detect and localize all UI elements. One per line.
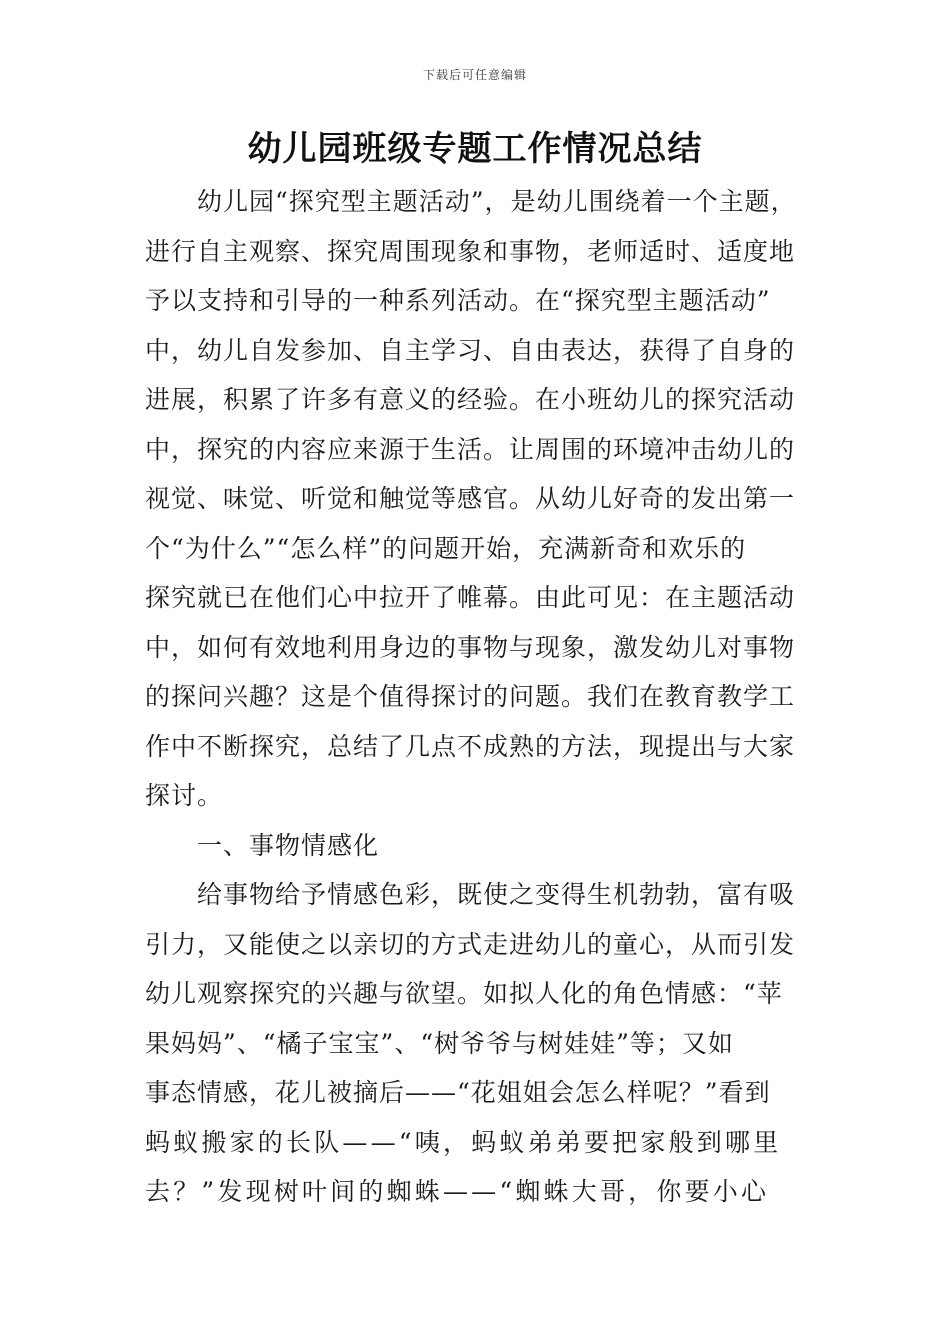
paragraph-line: 进展，积累了许多有意义的经验。在小班幼儿的探究活动	[145, 385, 796, 414]
header-note: 下载后可任意编辑	[422, 68, 527, 82]
paragraph-line: 果妈妈”、“橘子宝宝”、“树爷爷与树娃娃”等；又如	[145, 1028, 734, 1058]
paragraph-line: 蚂蚁搬家的长队——“咦，蚂蚁弟弟要把家般到哪里	[145, 1127, 782, 1157]
paragraph-line: 作中不断探究，总结了几点不成熟的方法，现提出与大家	[145, 731, 796, 761]
paragraph-line: 去？”发现树叶间的蜘蛛——“蜘蛛大哥，你要小心	[145, 1177, 770, 1206]
document-title: 幼儿园班级专题工作情况总结	[247, 129, 703, 169]
paragraph-line: 中，幼儿自发参加、自主学习、自由表达，获得了自身的	[145, 335, 796, 365]
paragraph-line: 中，如何有效地利用身边的事物与现象，激发幼儿对事物	[145, 632, 796, 662]
paragraph-line: 给事物给予情感色彩，既使之变得生机勃勃，富有吸	[197, 880, 796, 909]
section-heading: 一、事物情感化	[197, 830, 380, 860]
paragraph-line: 进行自主观察、探究周围现象和事物，老师适时、适度地	[145, 236, 796, 266]
paragraph-line: 的探问兴趣？这是个值得探讨的问题。我们在教育教学工	[145, 682, 796, 711]
paragraph-line: 幼儿观察探究的兴趣与欲望。如拟人化的角色情感：“苹	[145, 979, 783, 1008]
paragraph-line: 予以支持和引导的一种系列活动。在“探究型主题活动”	[145, 286, 771, 315]
paragraph-line: 中，探究的内容应来源于生活。让周围的环境冲击幼儿的	[145, 434, 796, 464]
paragraph-line: 个“为什么”“怎么样”的问题开始，充满新奇和欢乐的	[145, 533, 747, 563]
paragraph-line: 探究就已在他们心中拉开了帷幕。由此可见：在主题活动	[145, 583, 796, 612]
paragraph-line: 引力，又能使之以亲切的方式走进幼儿的童心，从而引发	[145, 929, 796, 959]
paragraph-line: 视觉、味觉、听觉和触觉等感官。从幼儿好奇的发出第一	[145, 484, 796, 513]
paragraph-line: 探讨。	[145, 781, 224, 810]
paragraph-line: 幼儿园“探究型主题活动”，是幼儿围绕着一个主题，	[197, 187, 797, 216]
document-body	[145, 177, 815, 1217]
paragraph-line: 事态情感，花儿被摘后——“花姐姐会怎么样呢？”看到	[145, 1078, 771, 1107]
